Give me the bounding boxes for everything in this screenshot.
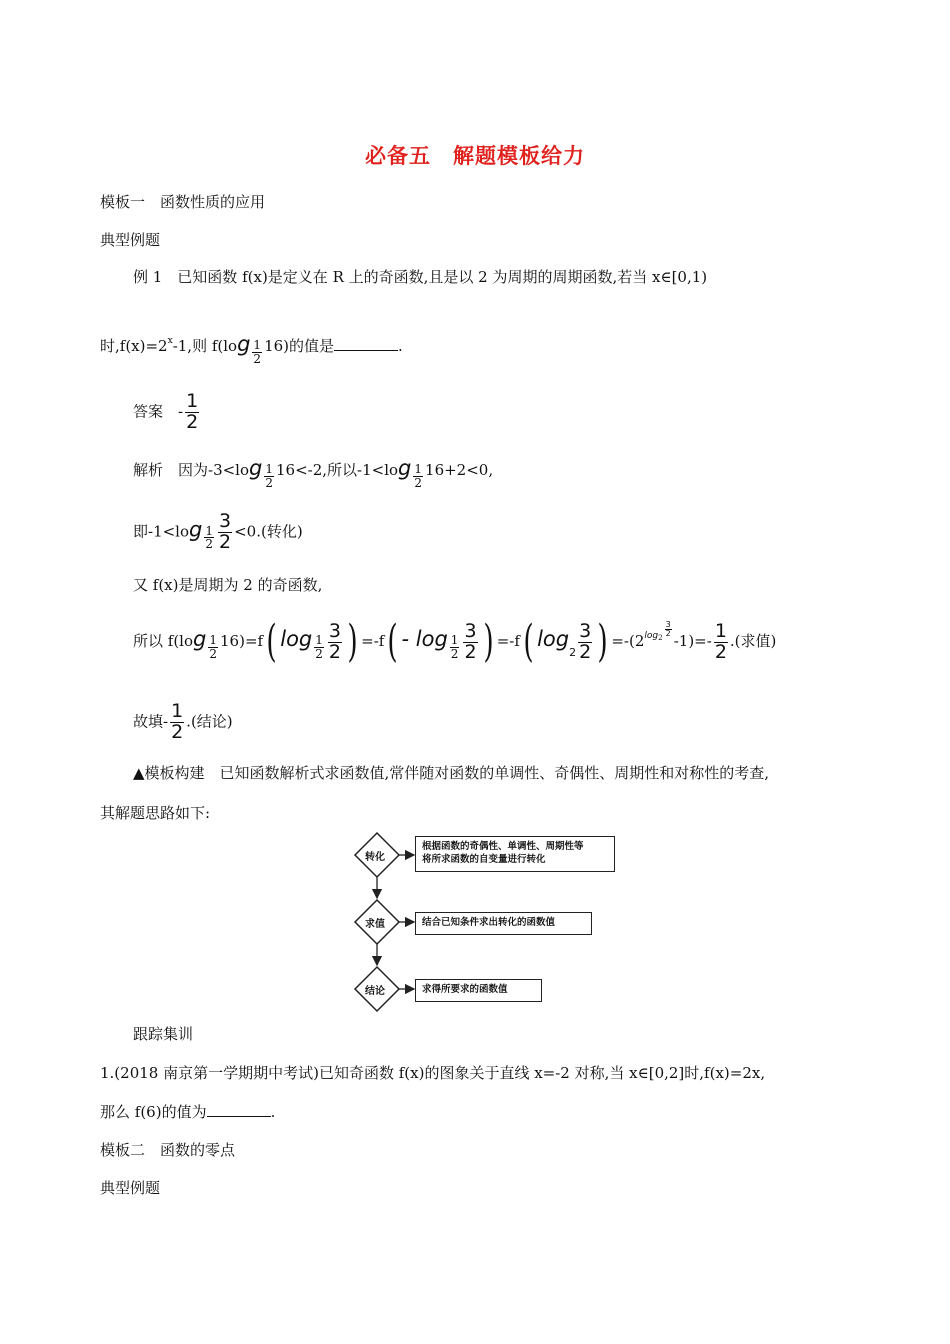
template-build-line-1: ▲模板构建 已知函数解析式求函数值,常伴随对函数的单调性、奇偶性、周期性和对称性的考查, — [133, 764, 770, 782]
answer-blank — [334, 336, 398, 351]
answer-line: 答案 - $\frac{1}{2}$ — [133, 390, 199, 433]
flow-step-2-label: 求值 — [365, 919, 385, 930]
flow-step-3-label: 结论 — [365, 986, 385, 997]
conclusion-step: 故填- $\frac{1}{2}$ .(结论) — [133, 700, 233, 743]
example-label-2: 典型例题 — [100, 1179, 161, 1197]
example-label: 典型例题 — [100, 231, 161, 249]
practice-label: 跟踪集训 — [133, 1025, 194, 1043]
question-blank — [207, 1102, 271, 1117]
page-title: 必备五 解题模板给力 — [365, 144, 585, 168]
flow-step-2-desc: 结合已知条件求出转化的函数值 — [415, 912, 592, 935]
flow-step-3-desc: 求得所要求的函数值 — [415, 979, 542, 1002]
template-two-heading: 模板二 函数的零点 — [100, 1141, 236, 1159]
question-1-line-1: 1.(2018 南京第一学期期中考试)已知奇函数 f(x)的图象关于直线 x=-2 对称,当 x∈[0,2]时,f(x)=2x, — [100, 1064, 766, 1082]
template-build-line-2: 其解题思路如下: — [100, 804, 211, 822]
example-1-line-2: 时$,f(x)=2^x-1$,则 f(log $\frac{1}{2}$ 16)的值是 . — [100, 332, 403, 366]
flowchart — [350, 830, 630, 1015]
transform-step: 即-1<log $\frac{1}{2}$ $\frac{3}{2}$ <0.(转化) — [133, 510, 303, 553]
question-1-line-2: 那么 f(6)的值为 . — [100, 1103, 276, 1121]
example-1-line-1: 例 1 已知函数 f(x)是定义在 R 上的奇函数,且是以 2 为周期的周期函数,若当 x∈[0,1) — [133, 268, 708, 286]
flow-step-1-label: 转化 — [365, 852, 385, 863]
evaluate-step: 所以 f(log $\frac{1}{2}$ 16)=f( log $\frac{1}{2}$ $\frac{3}{2}$ ) =-f( - log $\frac{1}{2}$ $\frac{3}{2}$ ) =-f( $\log_2$ $\frac{3}{2}$ ) $=-(2^{log2}$ $\frac{3}{2}$ -1)=- $\frac{1}{2}$ .(求值) — [133, 616, 777, 667]
period-step: 又 f(x)是周期为 2 的奇函数, — [133, 576, 323, 594]
flow-step-1-desc: 根据函数的奇偶性、单调性、周期性等 将所求函数的自变量进行转化 — [415, 836, 615, 872]
analysis-line: 解析 因为-3<log $\frac{1}{2}$ 16<-2,所以-1<log $\frac{1}{2}$ 16+2<0, — [133, 456, 494, 490]
template-one-heading: 模板一 函数性质的应用 — [100, 193, 266, 211]
